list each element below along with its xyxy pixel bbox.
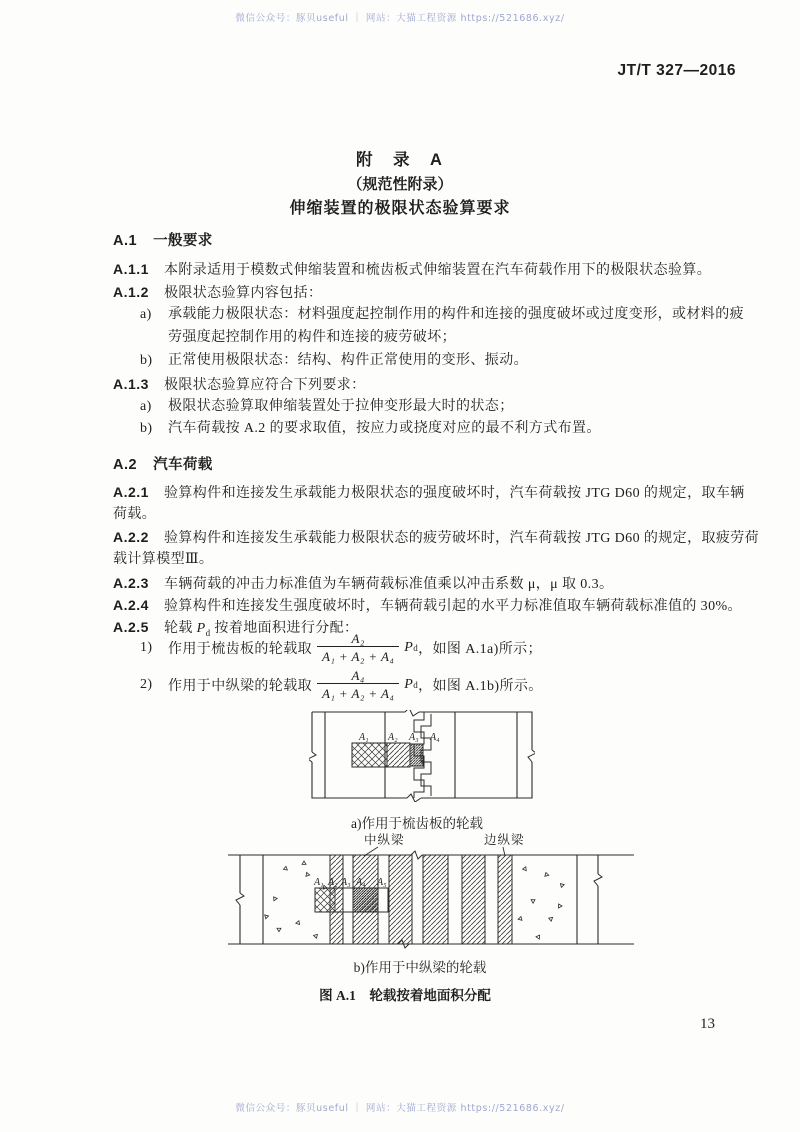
beam-strip (389, 855, 412, 944)
clause-a22-cont (113, 550, 763, 570)
label-a3: A₃ (409, 732, 419, 743)
clause-number: A.2.4 (113, 597, 149, 613)
list-marker: 1) (140, 640, 153, 655)
clause-a12 (113, 282, 763, 304)
section-title: 一般要求 (153, 233, 213, 249)
section-number: A.2 (113, 457, 138, 473)
clause-a21 (113, 482, 763, 504)
list-marker: a) (140, 307, 152, 322)
label-a2: A₂ (328, 877, 338, 888)
break-mark-top (411, 851, 422, 859)
appendix-title: 附 录 A (356, 151, 444, 169)
list-item-b (140, 419, 790, 439)
clause-number: A.2.3 (113, 575, 149, 591)
clause-a22 (113, 527, 763, 549)
fraction (317, 631, 399, 665)
label-a5: A₅ (377, 877, 387, 888)
figure-b-beam-diagram (226, 830, 634, 950)
formula-post-text: ，如图 A.1b)所示。 (418, 679, 543, 694)
area-a1-crosshatch (352, 743, 387, 767)
area-a2-hatch (387, 743, 410, 767)
label-a1: A₁ (314, 877, 324, 888)
formula-post-text: ，如图 A.1a)所示； (418, 642, 542, 657)
figure-b-caption: b)作用于中纵梁的轮载 (353, 960, 487, 975)
formula-2 (140, 667, 543, 703)
clause-text: 车辆荷载的冲击力标准值为车辆荷载标准值乘以冲击系数 μ，μ 取 0.3。 (163, 577, 614, 592)
clause-text: 极限状态验算内容包括： (163, 286, 323, 301)
symbol-P: P (404, 677, 414, 692)
break-mark-left (309, 752, 316, 762)
list-item-a-cont (168, 328, 800, 348)
label-a4: A₄ (430, 732, 440, 743)
wheel-load-areas (352, 743, 423, 767)
clause-text: 本附录适用于模数式伸缩装置和梳齿板式伸缩装置在汽车荷载作用下的极限状态验算。 (163, 263, 712, 278)
section-title: 汽车荷载 (153, 457, 213, 473)
figure-a-caption: a)作用于梳齿板的轮载 (351, 816, 483, 831)
list-marker: 2) (140, 677, 153, 692)
label-a2: A₂ (388, 732, 398, 743)
section-number: A.1 (113, 233, 138, 249)
symbol-P-sub: d (413, 680, 419, 690)
fraction-numerator: A₂ (351, 631, 365, 646)
label-a1: A₁ (359, 732, 369, 743)
figure-caption: 图 A.1 轮载按着地面积分配 (319, 988, 491, 1003)
figure-a-comb-plate-diagram (309, 710, 535, 802)
area-a4-dense-hatch (353, 888, 378, 912)
beam-strip (462, 855, 485, 944)
clause-text: 验算构件和连接发生承载能力极限状态的强度破坏时，汽车荷载按 JTG D60 的规定，取车辆 (163, 486, 745, 501)
list-item-a (140, 305, 790, 325)
break-mark-left-line (236, 893, 244, 905)
break-mark-top (405, 710, 419, 716)
appendix-subtitle: （规范性附录） (347, 177, 453, 193)
label-a4: A₄ (356, 877, 366, 888)
list-marker: a) (140, 399, 152, 414)
clause-number: A.1.2 (113, 284, 149, 300)
list-text: 劳强度起控制作用的构件和连接的疲劳破坏； (168, 330, 456, 345)
page-number: 13 (700, 1016, 715, 1032)
clause-a24 (113, 595, 763, 617)
fraction-denominator: A₁ + A₂ + A₄ (317, 646, 399, 665)
clause-number: A.2.1 (113, 484, 149, 500)
symbol-P: P (404, 640, 414, 655)
area-a3-dense-hatch (410, 744, 423, 766)
clause-text: 按着地面积进行分配： (210, 621, 359, 636)
clause-a23 (113, 573, 763, 595)
beam-strip (423, 855, 448, 944)
list-text: 正常使用极限状态：结构、构件正常使用的变形、振动。 (168, 353, 528, 368)
clause-a13 (113, 374, 763, 396)
list-text: 承载能力极限状态：材料强度起控制作用的构件和连接的强度破坏或过度变形，或材料的疲 (168, 307, 744, 322)
clause-number: A.2.2 (113, 529, 149, 545)
list-item-a (140, 397, 790, 417)
section-a2-heading (113, 455, 763, 475)
clause-number: A.2.5 (113, 619, 149, 635)
list-text: 极限状态验算取伸缩装置处于拉伸变形最大时的状态； (168, 399, 514, 414)
area-a1-crosshatch (315, 888, 335, 912)
beam-strip-edge (498, 855, 512, 944)
clause-text: 荷载。 (113, 507, 157, 522)
clause-a21-cont (113, 505, 763, 525)
list-marker: b) (140, 353, 153, 368)
label-edge-beam: 边纵梁 (484, 833, 525, 847)
doc-number: JT/T 327—2016 (617, 62, 736, 79)
clause-text: 验算构件和连接发生强度破坏时，车辆荷载引起的水平力标准值取车辆荷载标准值的 30%。 (163, 599, 742, 614)
list-marker: b) (140, 421, 153, 436)
aggregate-triangles (265, 861, 565, 939)
symbol-P-sub: d (205, 627, 211, 638)
label-a3: A₃ (341, 877, 351, 888)
clause-number: A.1.3 (113, 376, 149, 392)
break-mark-right-line (594, 874, 602, 886)
watermark-top: 微信公众号：豚贝useful ｜ 网站：大猫工程资源 https://521686.xyz/ (235, 13, 565, 24)
appendix-heading: 伸缩装置的极限状态验算要求 (289, 200, 511, 217)
watermark-bottom: 微信公众号：豚贝useful ｜ 网站：大猫工程资源 https://521686.xyz/ (235, 1103, 565, 1114)
clause-a11 (113, 259, 763, 281)
section-a1-heading (113, 231, 763, 251)
list-item-b (140, 351, 790, 371)
fraction-numerator: A₄ (351, 668, 365, 683)
clause-text: 验算构件和连接发生承载能力极限状态的疲劳破坏时，汽车荷载按 JTG D60 的规定，取疲劳荷 (163, 531, 760, 546)
formula-pre-text: 作用于梳齿板的轮载取 (168, 642, 312, 657)
label-mid-beam: 中纵梁 (364, 833, 405, 847)
symbol-P: P (196, 621, 206, 636)
clause-text: 极限状态验算应符合下列要求： (163, 378, 366, 393)
clause-text: 载计算模型Ⅲ。 (113, 552, 214, 567)
symbol-P-sub: d (413, 643, 419, 653)
break-mark-right (528, 750, 535, 762)
formula-pre-text: 作用于中纵梁的轮载取 (168, 679, 312, 694)
list-text: 汽车荷载按 A.2 的要求取值，按应力或挠度对应的最不利方式布置。 (168, 421, 601, 436)
clause-number: A.1.1 (113, 261, 149, 277)
wheel-load-box (315, 888, 388, 912)
fraction-denominator: A₁ + A₂ + A₄ (317, 683, 399, 702)
fraction (317, 668, 399, 702)
clause-text: 轮载 (163, 621, 197, 636)
